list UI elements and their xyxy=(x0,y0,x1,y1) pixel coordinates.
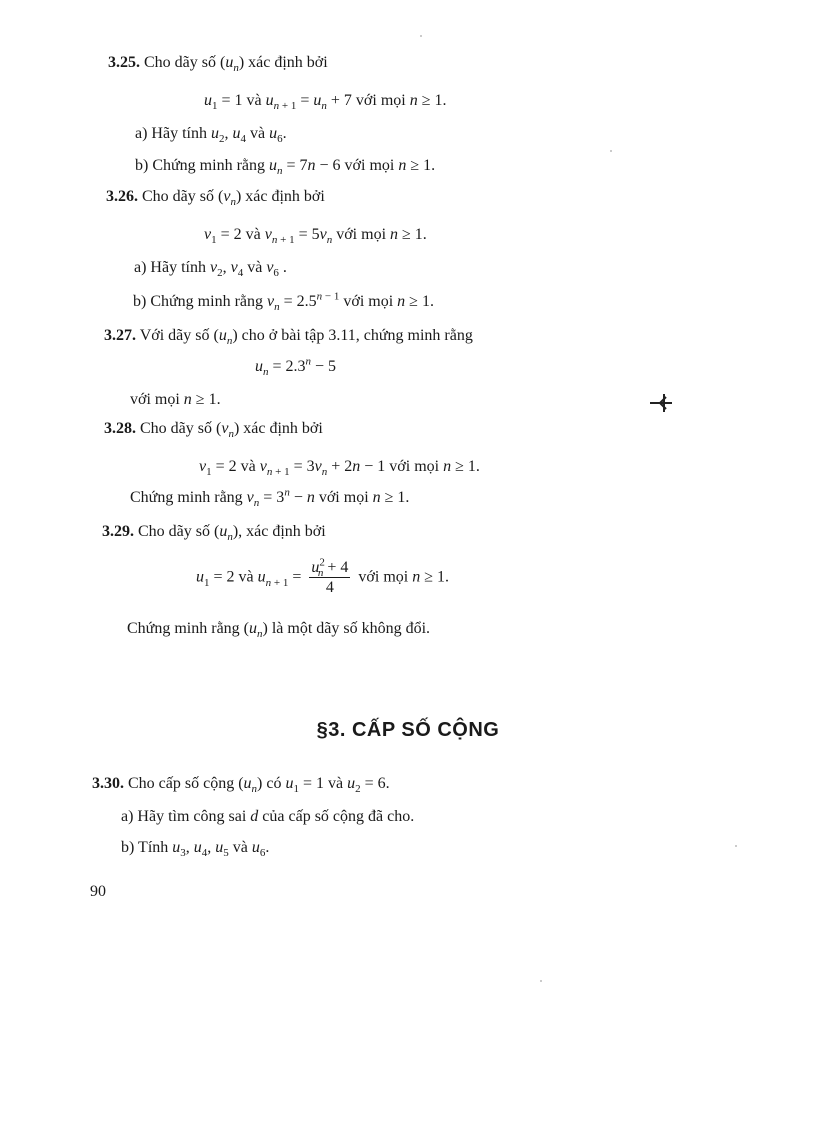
exercise-3-27-tail: với mọi n ≥ 1. xyxy=(130,391,221,408)
exercise-3-30-part-b: b) Tính $u_3$, $u_4$, $u_5$ và $u_6$. xyxy=(121,839,270,860)
exercise-3-29-condition: $u_1 = 2$ và $u_{n + 1}$ = $\frac{u^2_n + 4}{4}$ với mọi n ≥ 1. xyxy=(196,556,449,596)
scan-speck xyxy=(610,150,612,152)
exercise-3-28-intro: 3.28. Cho dãy số $(v_n)$ xác định bởi xyxy=(104,420,323,441)
scan-speck xyxy=(540,980,542,982)
exercise-3-25-condition: $u_1 = 1$ và $u_{n + 1} = u_n + 7$ với mọi n ≥ 1. xyxy=(204,92,447,113)
scan-mark-icon xyxy=(650,392,674,414)
fraction: $\frac{u^2_n + 4}{4}$ xyxy=(311,556,349,596)
exercise-3-29-prove: Chứng minh rằng $(u_n)$ là một dãy số không đổi. xyxy=(127,620,431,641)
page-number: 90 xyxy=(90,883,106,900)
exercise-3-30-part-a: a) Hãy tìm công sai d của cấp số cộng đã cho. xyxy=(121,808,415,825)
exercise-3-26-intro: 3.26. Cho dãy số $(v_n)$ xác định bởi xyxy=(106,188,325,209)
exercise-3-25-part-a: a) Hãy tính $u_2$, $u_4$ và $u_6$. xyxy=(135,125,287,146)
exercise-3-26-part-b: b) Chứng minh rằng $v_n = 2.5^{n - 1}$ với mọi n ≥ 1. xyxy=(133,290,434,314)
exercise-3-25-part-b: b) Chứng minh rằng $u_n = 7n - 6$ với mọi n ≥ 1. xyxy=(135,157,436,178)
exercise-3-28-condition: $v_1 = 2$ và $v_{n + 1} = 3v_n + 2n - 1$ với mọi n ≥ 1. xyxy=(199,458,480,479)
scan-speck xyxy=(735,845,737,847)
exercise-3-26-part-a: a) Hãy tính $v_2$, $v_4$ và $v_6$ . xyxy=(134,259,287,280)
exercise-3-27-intro: 3.27. Với dãy số $(u_n)$ cho ở bài tập 3.11, chứng minh rằng xyxy=(104,327,473,348)
exercise-3-26-condition: $v_1 = 2$ và $v_{n + 1} = 5v_n$ với mọi n ≥ 1. xyxy=(204,226,427,247)
exercise-3-29-intro: 3.29. Cho dãy số $(u_n)$, xác định bởi xyxy=(102,523,326,544)
exercise-3-28-prove: Chứng minh rằng $v_n = 3^n - n$ với mọi n ≥ 1. xyxy=(130,486,410,510)
exercise-3-30-intro: 3.30. Cho cấp số cộng $(u_n)$ có $u_1 = 1$ và $u_2 = 6$. xyxy=(92,775,390,796)
section-heading: §3. CẤP SỐ CỘNG xyxy=(316,719,500,741)
exercise-3-27-formula: $u_n = 2.3^n - 5$ xyxy=(255,355,337,379)
exercise-3-25-intro: 3.25. Cho dãy số $(u_n)$ xác định bởi xyxy=(108,54,328,75)
scan-speck xyxy=(420,35,422,37)
